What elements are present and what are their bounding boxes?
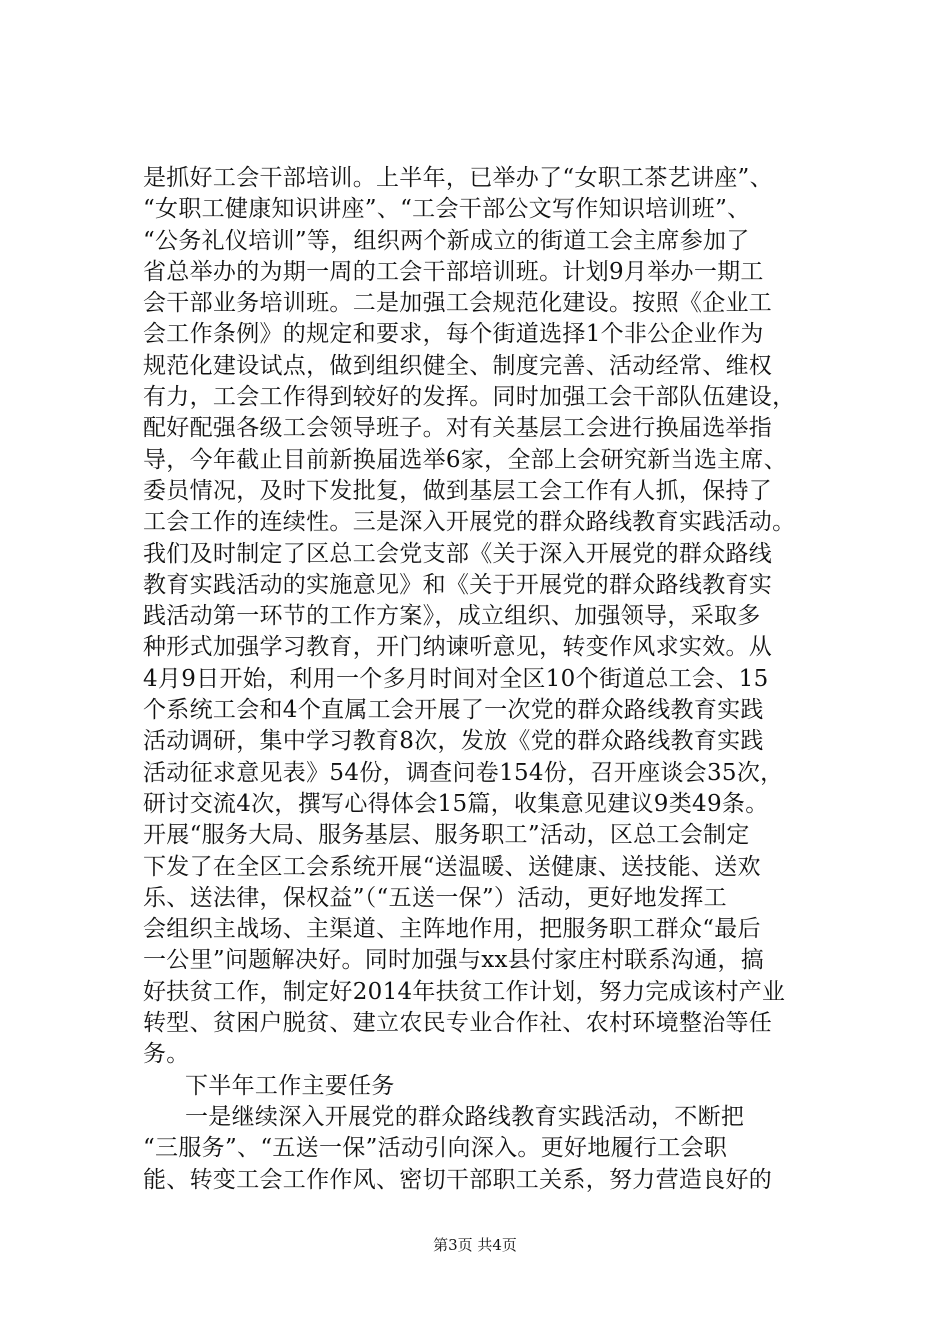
paragraph-line: 教育实践活动的实施意见》和《关于开展党的群众路线教育实 xyxy=(143,571,773,598)
paragraph-line: 工会工作的连续性。三是深入开展党的群众路线教育实践活动。 xyxy=(143,509,796,536)
paragraph-line: 我们及时制定了区总工会党支部《关于深入开展党的群众路线 xyxy=(143,540,773,567)
paragraph-line: 委员情况，及时下发批复，做到基层工会工作有人抓，保持了 xyxy=(143,477,773,504)
paragraph-line: 是抓好工会干部培训。上半年，已举办了“女职工茶艺讲座”、 xyxy=(143,165,773,191)
paragraph-line: 种形式加强学习教育，开门纳谏听意见，转变作风求实效。从 xyxy=(143,634,773,661)
paragraph-line: 践活动第一环节的工作方案》，成立组织、加强领导，采取多 xyxy=(143,603,761,630)
paragraph-line: 4月9日开始，利用一个多月时间对全区10个街道总工会、15 xyxy=(143,665,769,692)
paragraph-line: “公务礼仪培训”等，组织两个新成立的街道工会主席参加了 xyxy=(143,227,750,254)
paragraph-line: 能、转变工会工作作风、密切干部职工关系，努力营造良好的 xyxy=(143,1166,773,1193)
paragraph-line: 研讨交流4次，撰写心得体会15篇，收集意见建议9类49条。 xyxy=(143,790,769,817)
paragraph-line: 下发了在全区工会系统开展“送温暖、送健康、送技能、送欢 xyxy=(143,853,761,880)
paragraph-line: 规范化建设试点，做到组织健全、制度完善、活动经常、维权 xyxy=(143,352,773,379)
paragraph-line: 会干部业务培训班。二是加强工会规范化建设。按照《企业工 xyxy=(143,290,773,317)
paragraph-line: 一是继续深入开展党的群众路线教育实践活动，不断把 xyxy=(185,1103,745,1130)
paragraph-line: “女职工健康知识讲座”、“工会干部公文写作知识培训班”、 xyxy=(143,196,751,223)
paragraph-line: 一公里”问题解决好。同时加强与xx县付家庄村联系沟通，搞 xyxy=(143,947,765,974)
paragraph-line: 务。 xyxy=(143,1041,190,1068)
paragraph-line: 活动征求意见表》54份，调查问卷154份，召开座谈会35次， xyxy=(143,759,784,786)
paragraph-line: “三服务”、“五送一保”活动引向深入。更好地履行工会职 xyxy=(143,1135,728,1162)
paragraph-line: 会组织主战场、主渠道、主阵地作用，把服务职工群众“最后 xyxy=(143,916,761,943)
paragraph-line: 省总举办的为期一周的工会干部培训班。计划9月举办一期工 xyxy=(143,258,764,285)
paragraph-line: 转型、贫困户脱贫、建立农民专业合作社、农村环境整治等任 xyxy=(143,1010,773,1037)
paragraph-line: 好扶贫工作，制定好2014年扶贫工作计划，努力完成该村产业 xyxy=(143,978,786,1005)
paragraph-line: 配好配强各级工会领导班子。对有关基层工会进行换届选举指 xyxy=(143,415,773,442)
paragraph-line: 会工作条例》的规定和要求，每个街道选择1个非公企业作为 xyxy=(143,321,764,348)
paragraph-line: 乐、送法律，保权益”（“五送一保”）活动，更好地发挥工 xyxy=(143,884,727,911)
paragraph-line: 开展“服务大局、服务基层、服务职工”活动，区总工会制定 xyxy=(143,822,750,849)
document-body xyxy=(143,163,823,1196)
page-number-footer: 第3页 共4页 xyxy=(433,1236,517,1254)
section-heading: 下半年工作主要任务 xyxy=(185,1072,395,1099)
paragraph-line: 活动调研，集中学习教育8次，发放《党的群众路线教育实践 xyxy=(143,728,764,755)
paragraph-line: 个系统工会和4个直属工会开展了一次党的群众路线教育实践 xyxy=(143,697,764,724)
paragraph-line: 有力，工会工作得到较好的发挥。同时加强工会干部队伍建设， xyxy=(143,384,796,411)
paragraph-line: 导，今年截止目前新换届选举6家，全部上会研究新当选主席、 xyxy=(143,446,788,473)
